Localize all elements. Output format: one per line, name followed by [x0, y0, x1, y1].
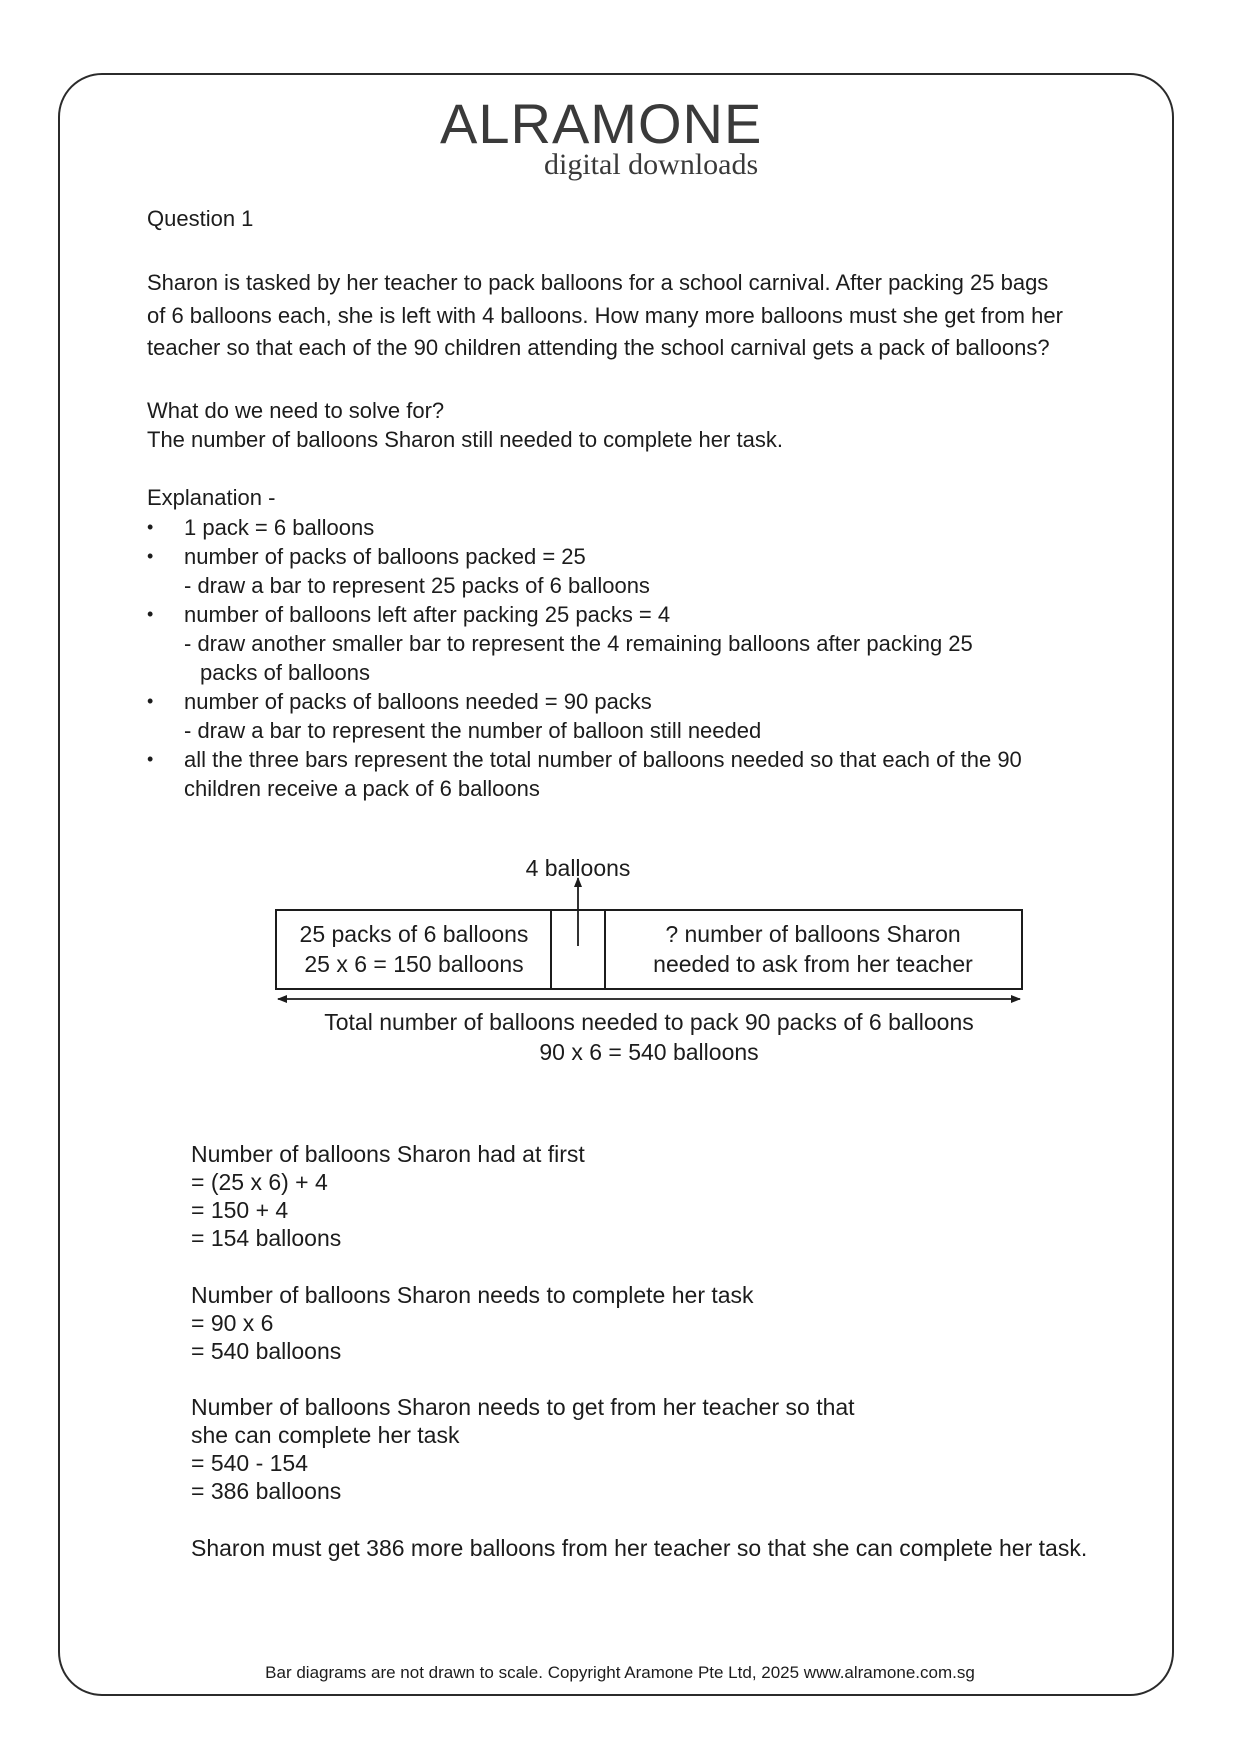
- bullet-icon: •: [147, 749, 154, 769]
- list-item: • number of balloons left after packing 25 packs = 4: [147, 602, 671, 627]
- page-footer: Bar diagrams are not drawn to scale. Copyright Aramone Pte Ltd, 2025 www.alramone.com.sg: [265, 1663, 975, 1682]
- brand-tagline: digital downloads: [544, 148, 759, 181]
- list-item: • 1 pack = 6 balloons: [147, 515, 375, 540]
- list-item-continued: children receive a pack of 6 balloons: [184, 776, 540, 801]
- solve-for-answer: The number of balloons Sharon still needed to complete her task.: [147, 427, 783, 452]
- list-sub-item: - draw another smaller bar to represent the 4 remaining balloons after packing 25: [184, 631, 973, 656]
- total-label: Total number of balloons needed to pack 90 packs of 6 balloons 90 x 6 = 540 balloons: [324, 1009, 974, 1065]
- bullet-icon: •: [147, 604, 154, 624]
- list-sub-item: - draw a bar to represent 25 packs of 6 balloons: [184, 573, 650, 598]
- question-line: Sharon is tasked by her teacher to pack balloons for a school carnival. After packing 25 bags: [147, 270, 1049, 295]
- bullet-icon: •: [147, 546, 154, 566]
- conclusion: Sharon must get 386 more balloons from her teacher so that she can complete her task.: [191, 1535, 1088, 1561]
- bullet-icon: •: [147, 691, 154, 711]
- question-line: teacher so that each of the 90 children attending the school carnival gets a pack of balloons?: [147, 335, 1050, 360]
- solve-for-heading: What do we need to solve for?: [147, 398, 445, 423]
- explanation-heading: Explanation -: [147, 485, 276, 510]
- list-item: • number of packs of balloons packed = 25: [147, 544, 586, 569]
- list-sub-item: - draw a bar to represent the number of balloon still needed: [184, 718, 762, 743]
- segment-packed-label: 25 packs of 6 balloons 25 x 6 = 150 balloons: [299, 921, 529, 977]
- bullet-icon: •: [147, 517, 154, 537]
- working-step-2: Number of balloons Sharon needs to complete her task = 90 x 6 = 540 balloons: [191, 1282, 754, 1364]
- explanation-list: [147, 513, 1022, 803]
- list-sub-item-continued: packs of balloons: [200, 660, 370, 685]
- list-item: • number of packs of balloons needed = 90 packs: [147, 689, 652, 714]
- brand-logo: [440, 92, 800, 186]
- remainder-label: 4 balloons: [525, 855, 631, 881]
- working-step-3: Number of balloons Sharon needs to get from her teacher so that she can complete her task = 540 - 154 = 386 balloons: [191, 1394, 855, 1504]
- question-line: of 6 balloons each, she is left with 4 balloons. How many more balloons must she get from her: [147, 302, 1063, 328]
- list-item: • all the three bars represent the total number of balloons needed so that each of the 90: [147, 747, 1022, 772]
- working-step-1: Number of balloons Sharon had at first = (25 x 6) + 4 = 150 + 4 = 154 balloons: [191, 1141, 585, 1251]
- solve-for-section: [147, 396, 783, 454]
- question-title: Question 1: [147, 206, 254, 231]
- question-text: [147, 267, 1127, 365]
- brand-name: ALRAMONE: [440, 92, 763, 155]
- segment-needed-label: ? number of balloons Sharon needed to ask from her teacher: [653, 921, 973, 977]
